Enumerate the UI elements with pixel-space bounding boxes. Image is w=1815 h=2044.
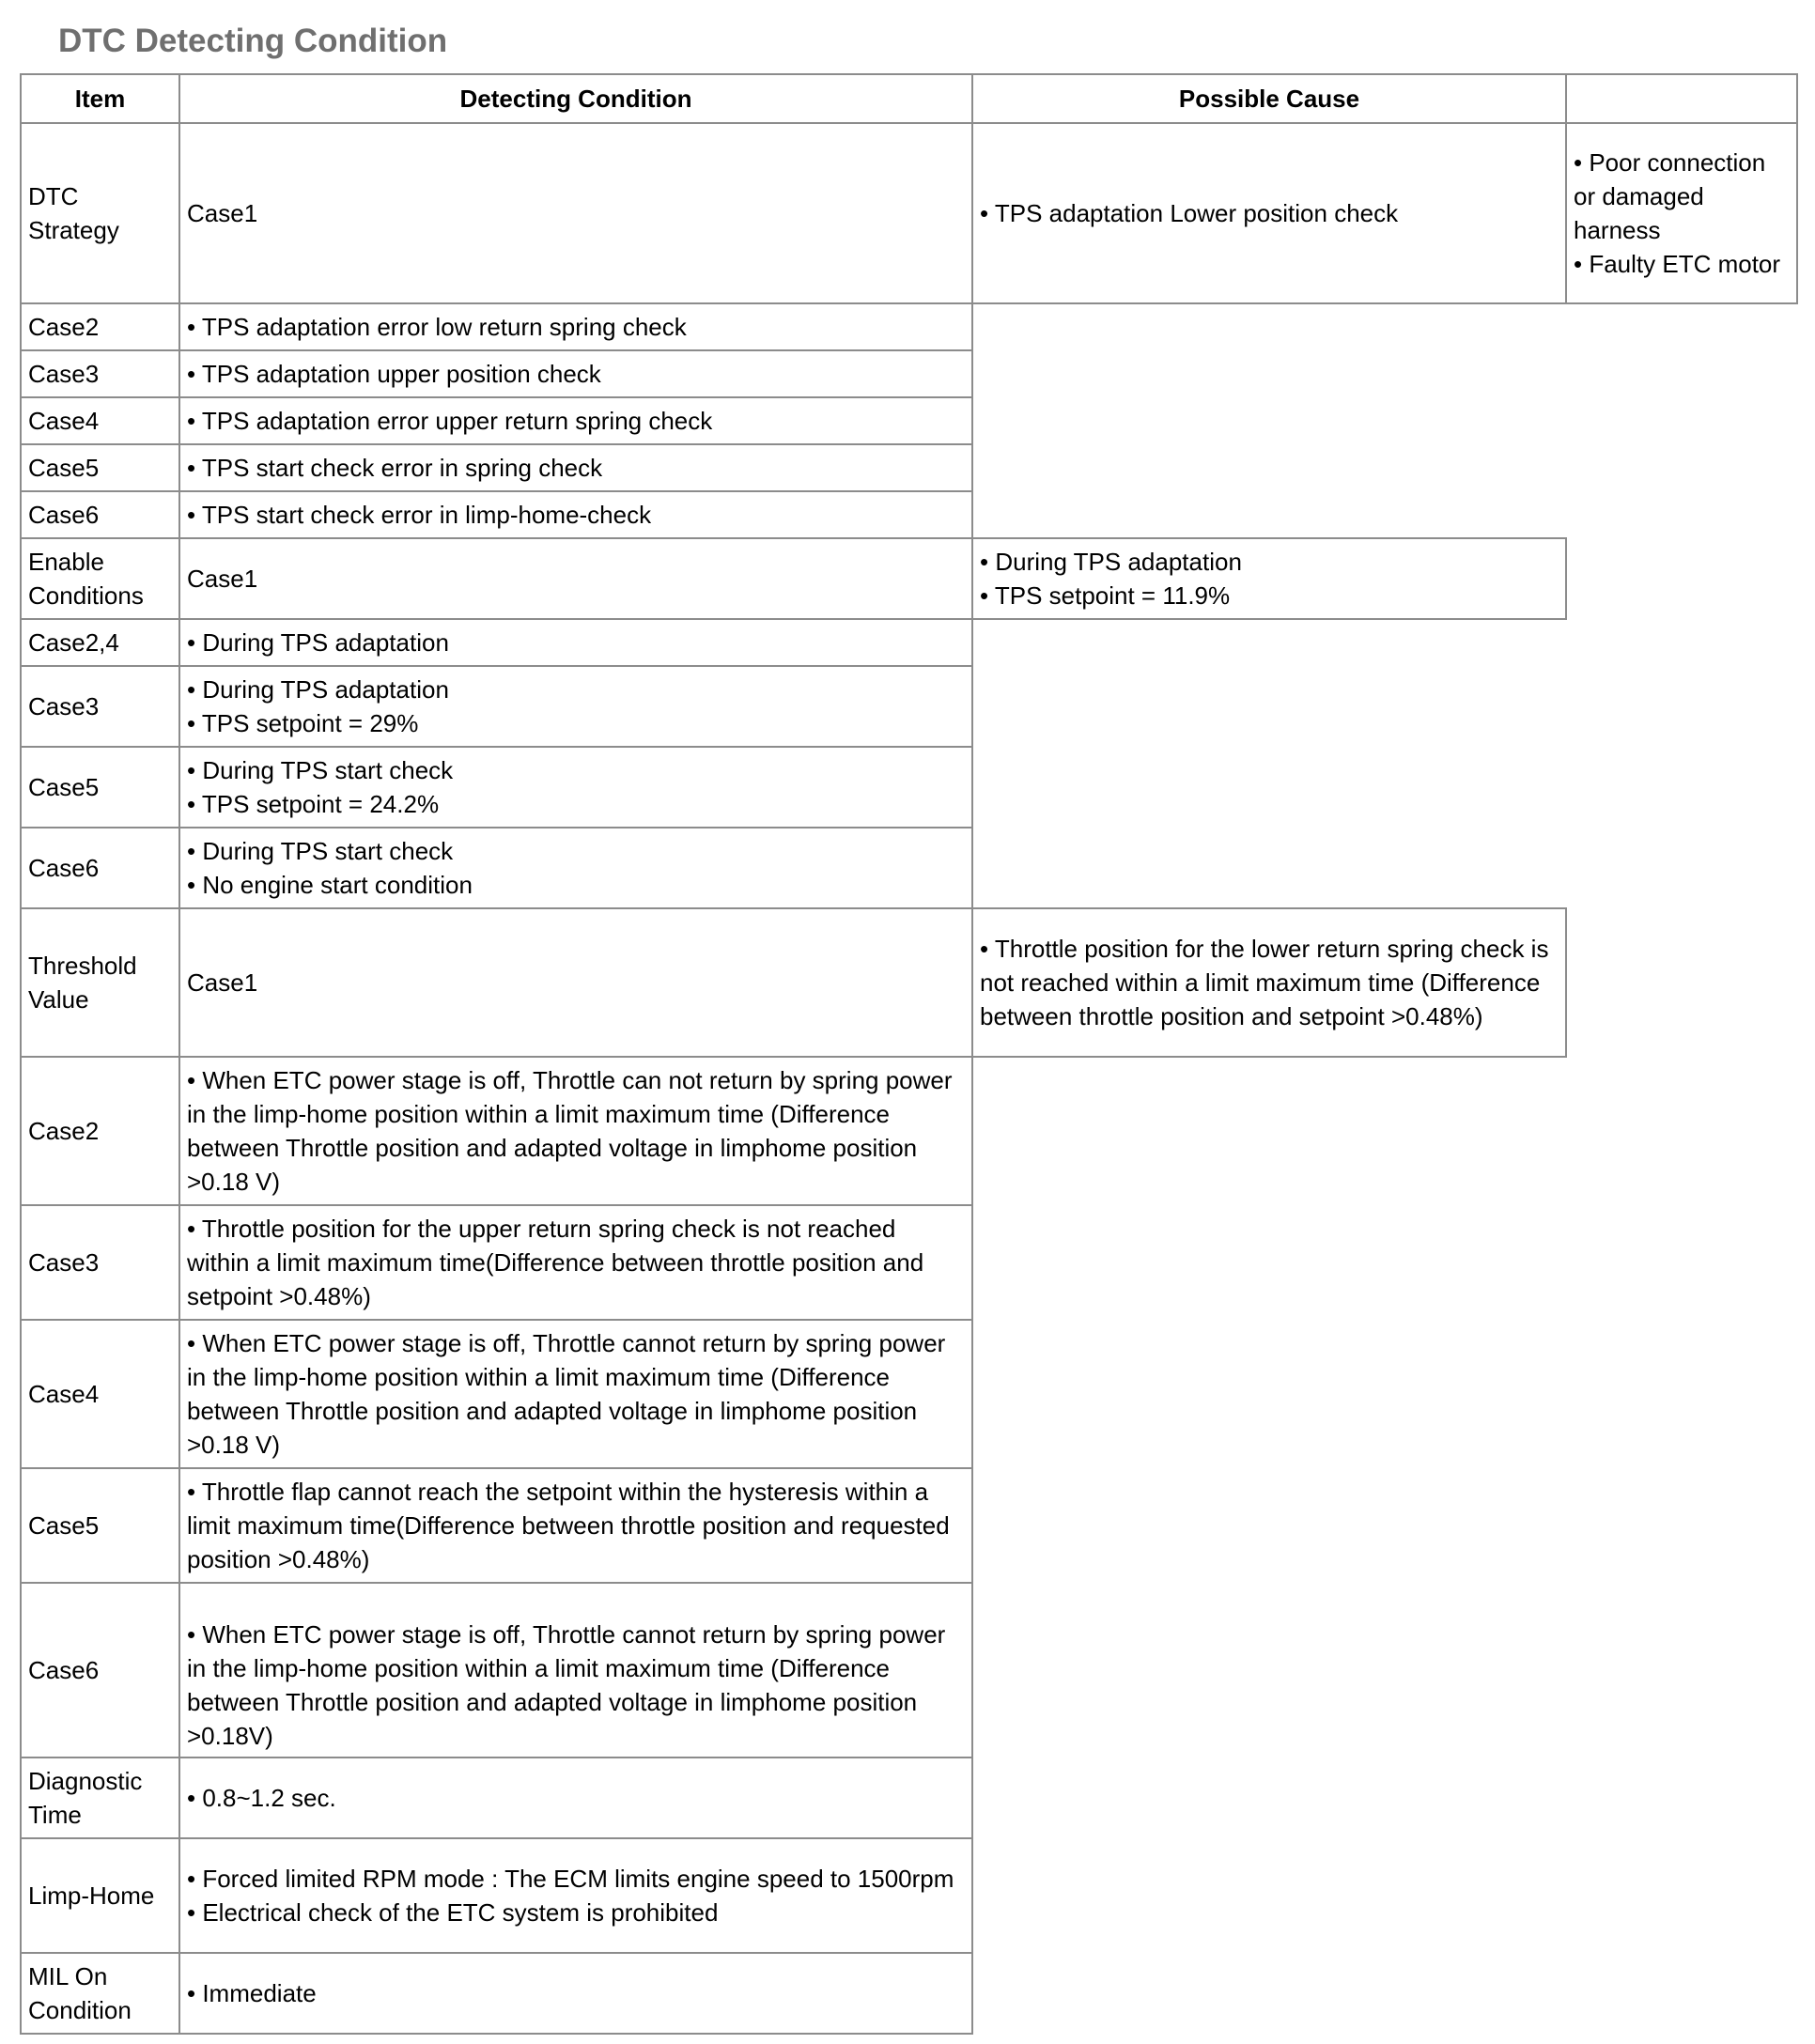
condition-cell: • TPS adaptation error upper return spring check <box>179 397 972 444</box>
case-cell: Case5 <box>21 1468 179 1583</box>
possible-cause-cell <box>1566 123 1797 303</box>
condition-cell: • TPS start check error in spring check <box>179 444 972 491</box>
condition-cell: • TPS adaptation error low return spring check <box>179 303 972 350</box>
condition-line: • During TPS adaptation <box>187 675 449 704</box>
condition-cell <box>972 538 1566 619</box>
header-item: Item <box>21 74 179 123</box>
case-cell: Case6 <box>21 491 179 538</box>
header-possible-cause: Possible Cause <box>972 74 1566 123</box>
page-title: DTC Detecting Condition <box>58 23 448 59</box>
item-cell: DTC Strategy <box>21 123 179 303</box>
header-blank <box>1566 74 1797 123</box>
case-cell: Case2 <box>21 303 179 350</box>
empty-area <box>972 619 1566 908</box>
case-cell: Case6 <box>21 828 179 908</box>
case-cell: Case1 <box>179 908 972 1057</box>
empty-area <box>972 1057 1566 2034</box>
case-cell: Case3 <box>21 666 179 747</box>
condition-cell: • Throttle position for the upper return spring check is not reached within a limit maximum time(Difference between throttle position and setpoint >0.48%) <box>179 1205 972 1320</box>
condition-cell <box>179 828 972 908</box>
case-cell: Case3 <box>21 350 179 397</box>
condition-cell: • Immediate <box>179 1953 972 2034</box>
condition-cell: • Throttle position for the lower return spring check is not reached within a limit maximum time (Difference between throttle position and setpoint >0.48%) <box>972 908 1566 1057</box>
condition-line: • TPS setpoint = 29% <box>187 709 419 737</box>
item-cell: Threshold Value <box>21 908 179 1057</box>
table-row <box>21 1057 1797 1205</box>
condition-cell: • TPS adaptation Lower position check <box>972 123 1566 303</box>
condition-cell: • When ETC power stage is off, Throttle can not return by spring power in the limp-home position within a limit maximum time (Difference between Throttle position and adapted voltage in limphome position >0.18 V) <box>179 1057 972 1205</box>
case-cell: Case2,4 <box>21 619 179 666</box>
condition-cell: • Throttle flap cannot reach the setpoint within the hysteresis within a limit maximum time(Difference between throttle position and requested position >0.48%) <box>179 1468 972 1583</box>
condition-cell <box>179 747 972 828</box>
cause-line: • Faulty ETC motor <box>1574 250 1781 278</box>
condition-cell: • TPS adaptation upper position check <box>179 350 972 397</box>
condition-cell <box>179 1838 972 1953</box>
table-row <box>21 908 1797 1057</box>
empty-area <box>972 303 1797 538</box>
table-row <box>21 619 1797 666</box>
case-cell: Case4 <box>21 1320 179 1468</box>
condition-line: • During TPS adaptation <box>187 628 449 657</box>
condition-cell <box>179 619 972 666</box>
condition-line: • Forced limited RPM mode : The ECM limits engine speed to 1500rpm <box>187 1865 954 1893</box>
condition-line: • During TPS start check <box>187 756 454 784</box>
empty-area <box>1566 538 1797 666</box>
condition-line: • TPS setpoint = 24.2% <box>187 790 440 818</box>
case-cell: Case3 <box>21 1205 179 1320</box>
condition-cell: • When ETC power stage is off, Throttle cannot return by spring power in the limp-home position within a limit maximum time (Difference between Throttle position and adapted voltage in limphome position >0.18V) <box>179 1583 972 1758</box>
case-cell: Case5 <box>21 747 179 828</box>
condition-line: • During TPS adaptation <box>980 548 1242 576</box>
table-row <box>21 303 1797 350</box>
condition-cell <box>179 666 972 747</box>
table-row <box>21 538 1797 619</box>
header-row <box>21 74 1797 123</box>
condition-cell: • When ETC power stage is off, Throttle cannot return by spring power in the limp-home position within a limit maximum time (Difference between Throttle position and adapted voltage in limphome position >0.18 V) <box>179 1320 972 1468</box>
case-cell: Case1 <box>179 538 972 619</box>
condition-line: • Electrical check of the ETC system is prohibited <box>187 1898 719 1927</box>
case-cell: Case6 <box>21 1583 179 1758</box>
empty-area <box>1566 666 1797 828</box>
item-cell: MIL On Condition <box>21 1953 179 2034</box>
header-detecting-condition: Detecting Condition <box>179 74 972 123</box>
case-cell: Case2 <box>21 1057 179 1205</box>
empty-area <box>1566 908 1797 2034</box>
condition-cell: • 0.8~1.2 sec. <box>179 1758 972 1838</box>
condition-line: • TPS setpoint = 11.9% <box>980 581 1231 610</box>
condition-line: • During TPS start check <box>187 837 454 865</box>
condition-cell: • TPS start check error in limp-home-check <box>179 491 972 538</box>
case-cell: Case5 <box>21 444 179 491</box>
case-cell: Case4 <box>21 397 179 444</box>
item-cell: Enable Conditions <box>21 538 179 619</box>
dtc-table <box>20 73 1798 2035</box>
table-row <box>21 123 1797 303</box>
item-cell: Diagnostic Time <box>21 1758 179 1838</box>
cause-line: • Poor connection or damaged harness <box>1574 148 1766 244</box>
condition-line: • No engine start condition <box>187 871 473 899</box>
item-cell: Limp-Home <box>21 1838 179 1953</box>
case-cell: Case1 <box>179 123 972 303</box>
